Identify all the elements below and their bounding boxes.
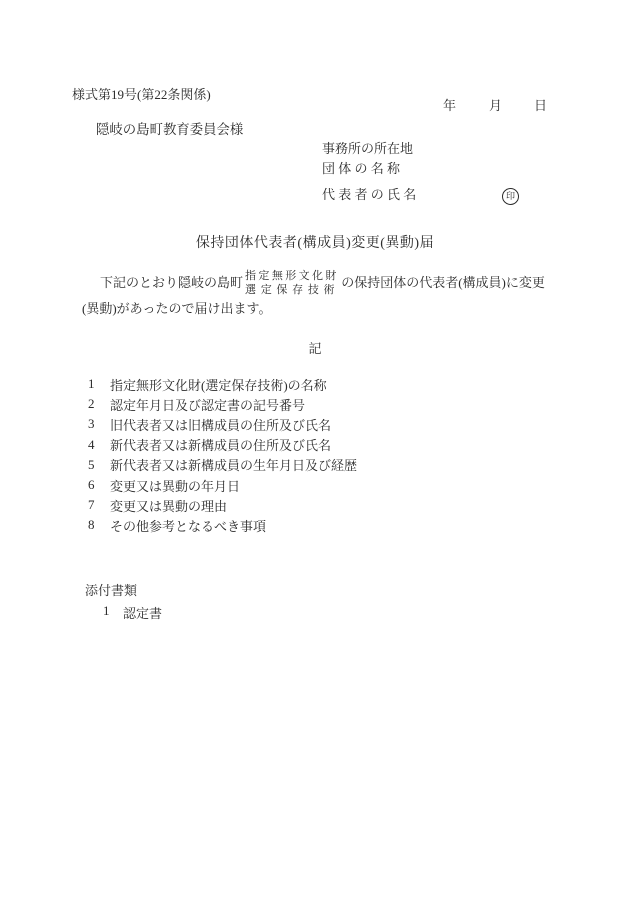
seal-icon: 印 bbox=[502, 188, 519, 205]
list-item-text: 新代表者又は新構成員の住所及び氏名 bbox=[110, 438, 332, 454]
body-line1-prefix: 下記のとおり隠岐の島町 bbox=[100, 275, 244, 290]
list-item bbox=[88, 394, 357, 414]
date-day-label: 日 bbox=[534, 98, 548, 113]
list-item bbox=[88, 374, 357, 394]
stacked-top-text: 指定無形文化財 bbox=[245, 269, 339, 282]
list-item-number: 6 bbox=[88, 477, 95, 493]
list-item-text: 指定無形文化財(選定保存技術)の名称 bbox=[110, 377, 327, 393]
attachment-item-number: 1 bbox=[103, 603, 110, 618]
list-item bbox=[88, 475, 357, 495]
list-item-text: 認定年月日及び認定書の記号番号 bbox=[110, 397, 306, 413]
record-mark: 記 bbox=[308, 341, 322, 356]
list-item-text: その他参考となるべき事項 bbox=[110, 518, 267, 534]
date-year-label: 年 bbox=[443, 98, 457, 113]
list-item-number: 8 bbox=[88, 517, 95, 533]
list-item-number: 7 bbox=[88, 497, 95, 513]
date-month-label: 月 bbox=[489, 98, 503, 113]
list-item bbox=[88, 414, 357, 434]
stacked-designation bbox=[245, 269, 339, 297]
list-item-number: 4 bbox=[88, 436, 95, 452]
list-item-number: 1 bbox=[88, 376, 95, 392]
representative-name-label: 代 表 者 の 氏 名 bbox=[322, 187, 417, 202]
list-item-number: 3 bbox=[88, 416, 95, 432]
document-title: 保持団体代表者(構成員)変更(異動)届 bbox=[195, 236, 435, 251]
attachment-item-text: 認定書 bbox=[123, 606, 163, 621]
list-item-text: 変更又は異動の年月日 bbox=[110, 478, 241, 494]
list-item bbox=[88, 455, 357, 475]
organization-name-label: 団 体 の 名 称 bbox=[322, 161, 401, 176]
list-item-number: 2 bbox=[88, 396, 95, 412]
addressee: 隠岐の島町教育委員会様 bbox=[96, 122, 244, 137]
list-item-text: 旧代表者又は旧構成員の住所及び氏名 bbox=[110, 417, 332, 433]
stacked-bottom-text: 選定保存技術 bbox=[245, 283, 340, 296]
numbered-item-list bbox=[88, 374, 357, 536]
form-number: 様式第19号(第22条関係) bbox=[72, 87, 211, 102]
attachment-item bbox=[103, 603, 162, 622]
list-item-text: 変更又は異動の理由 bbox=[110, 498, 228, 514]
body-line1-suffix: の保持団体の代表者(構成員)に変更 bbox=[341, 275, 545, 290]
list-item bbox=[88, 515, 357, 535]
list-item-number: 5 bbox=[88, 456, 95, 472]
list-item-text: 新代表者又は新構成員の生年月日及び経歴 bbox=[110, 458, 358, 474]
body-line-1 bbox=[100, 268, 545, 297]
body-line-2: (異動)があったので届け出ます。 bbox=[82, 301, 272, 316]
list-item bbox=[88, 435, 357, 455]
attachments-header: 添付書類 bbox=[85, 583, 138, 598]
list-item bbox=[88, 495, 357, 515]
office-address-label: 事務所の所在地 bbox=[322, 141, 414, 156]
